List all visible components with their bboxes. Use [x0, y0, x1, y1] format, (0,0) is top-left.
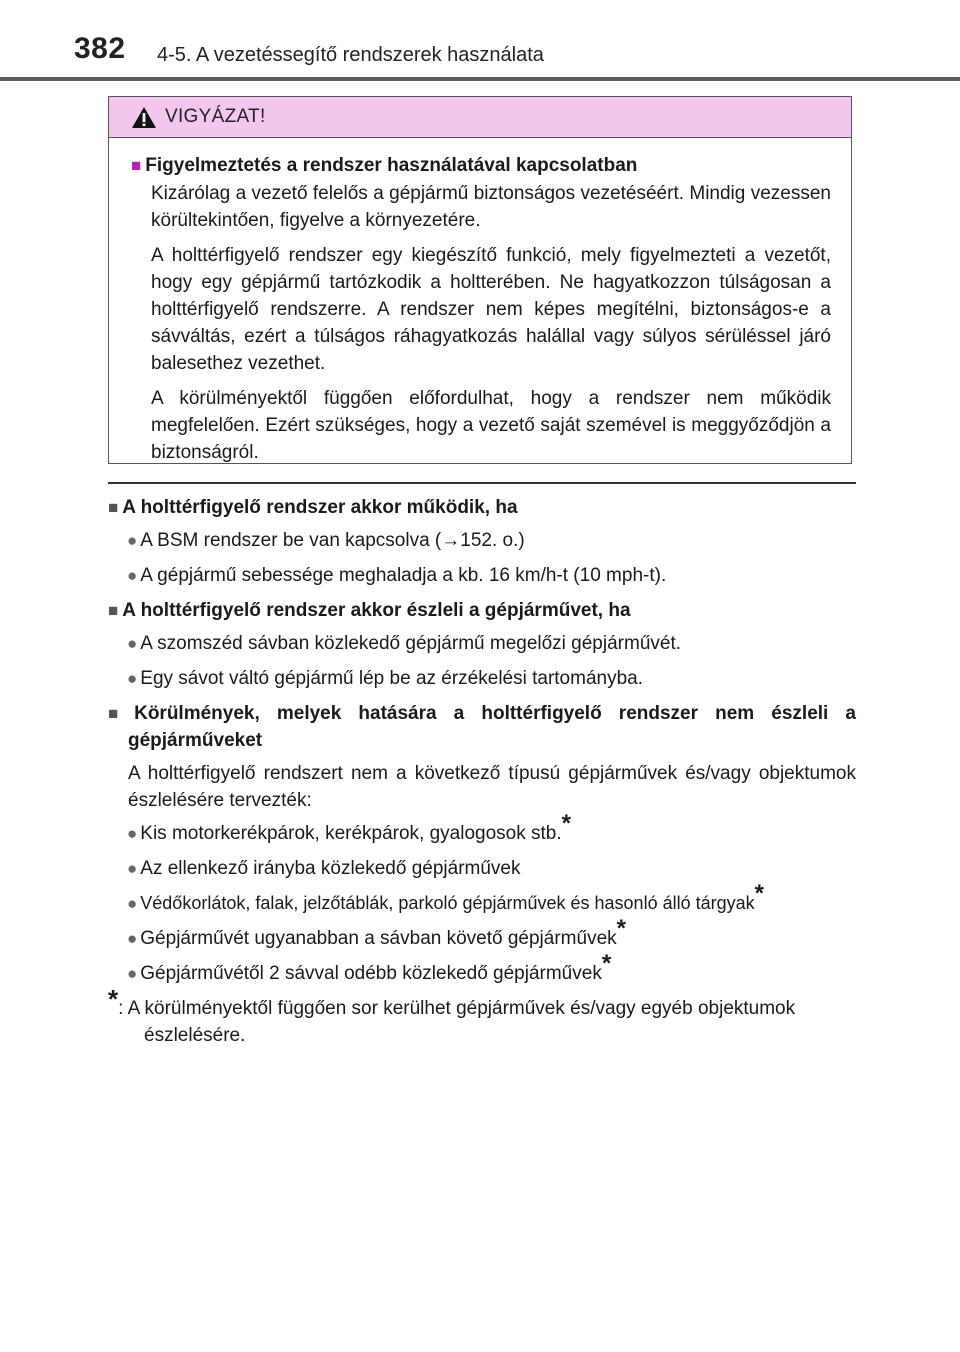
- list-item: ● Védőkorlátok, falak, jelzőtáblák, parkoló gépjárművek és hasonló álló tárgyak*: [127, 880, 764, 913]
- page-number: 382: [74, 32, 126, 65]
- square-bullet-icon: ■: [108, 704, 131, 723]
- list-item: ● A szomszéd sávban közlekedő gépjármű megelőzi gépjárművét.: [127, 633, 682, 654]
- list-item: ● Kis motorkerékpárok, kerékpárok, gyalogosok stb.*: [127, 810, 571, 844]
- header-rule: [0, 77, 960, 81]
- round-bullet-icon: ●: [127, 531, 138, 550]
- round-bullet-icon: ●: [127, 634, 138, 653]
- main-content: [108, 492, 856, 1049]
- footnote-marker: *: [108, 984, 119, 1014]
- round-bullet-icon: ●: [127, 894, 138, 913]
- footnote-star: *: [561, 810, 571, 837]
- list-item: ● Gépjárművétől 2 sávval odébb közlekedő gépjárművek*: [127, 950, 612, 984]
- section-heading: ■ Körülmények, melyek hatására a holttérfigyelő rendszer nem észleli a gépjárműveket: [108, 703, 856, 751]
- round-bullet-icon: ●: [127, 929, 138, 948]
- section-heading: ■ A holttérfigyelő rendszer akkor működik, ha: [108, 497, 518, 518]
- warning-box: [108, 96, 852, 464]
- warning-paragraph: A körülményektől függően előfordulhat, hogy a rendszer nem működik megfelelően. Ezért szükséges, hogy a vezető saját szemével is meggyőződjön a biztonságról.: [151, 388, 831, 463]
- footnote-star: *: [754, 880, 764, 907]
- separator-rule: [108, 482, 856, 484]
- square-bullet-icon: ■: [108, 601, 119, 620]
- round-bullet-icon: ●: [127, 859, 138, 878]
- warning-title: VIGYÁZAT!: [165, 106, 266, 127]
- section-title: 4-5. A vezetéssegítő rendszerek használata: [157, 44, 544, 66]
- warning-heading: ■ Figyelmeztetés a rendszer használatával kapcsolatban: [131, 155, 638, 176]
- round-bullet-icon: ●: [127, 824, 138, 843]
- section-heading: ■ A holttérfigyelő rendszer akkor észleli a gépjárművet, ha: [108, 600, 631, 621]
- list-item: ● Az ellenkező irányba közlekedő gépjárművek: [127, 858, 521, 879]
- footnote-text: : A körülményektől függően sor kerülhet gépjárművek és/vagy egyéb objektumok észlelésére.: [118, 998, 796, 1046]
- warning-header: [109, 97, 851, 138]
- square-bullet-icon: ■: [131, 156, 142, 175]
- footnote-star: *: [601, 950, 612, 977]
- page-header: [0, 0, 960, 82]
- round-bullet-icon: ●: [127, 669, 138, 688]
- round-bullet-icon: ●: [127, 964, 138, 983]
- warning-body: [109, 138, 851, 466]
- warning-paragraph: Kizárólag a vezető felelős a gépjármű biztonságos vezetéséért. Mindig vezessen körültekintően, figyelve a környezetére.: [151, 183, 831, 231]
- list-item: ● Gépjárművét ugyanabban a sávban követő gépjárművek*: [127, 915, 626, 949]
- footnote: [108, 984, 856, 1049]
- warning-paragraph: A holttérfigyelő rendszer egy kiegészítő funkció, mely figyelmezteti a vezetőt, hogy egy gépjármű tartózkodik a holtterében. Ne hagyatkozzon túlságosan a holttérfigyelő rendszerre. A rendszer nem képes megítélni, biztonságos-e a sávváltás, ezért a túlságos ráhagyatkozás halállal vagy súlyos sérüléssel járó balesethez vezethet.: [151, 245, 831, 374]
- warning-triangle-icon: [131, 106, 157, 129]
- list-item: ● A gépjármű sebessége meghaladja a kb. 16 km/h-t (10 mph-t).: [127, 565, 667, 586]
- round-bullet-icon: ●: [127, 566, 138, 585]
- list-item: ● Egy sávot váltó gépjármű lép be az érzékelési tartományba.: [127, 668, 643, 689]
- square-bullet-icon: ■: [108, 498, 119, 517]
- list-item: ● A BSM rendszer be van kapcsolva (→152. o.): [127, 530, 525, 551]
- section-intro: A holttérfigyelő rendszert nem a következő típusú gépjárművek és/vagy objektumok észlelésére tervezték:: [128, 763, 856, 811]
- footnote-star: *: [616, 915, 626, 942]
